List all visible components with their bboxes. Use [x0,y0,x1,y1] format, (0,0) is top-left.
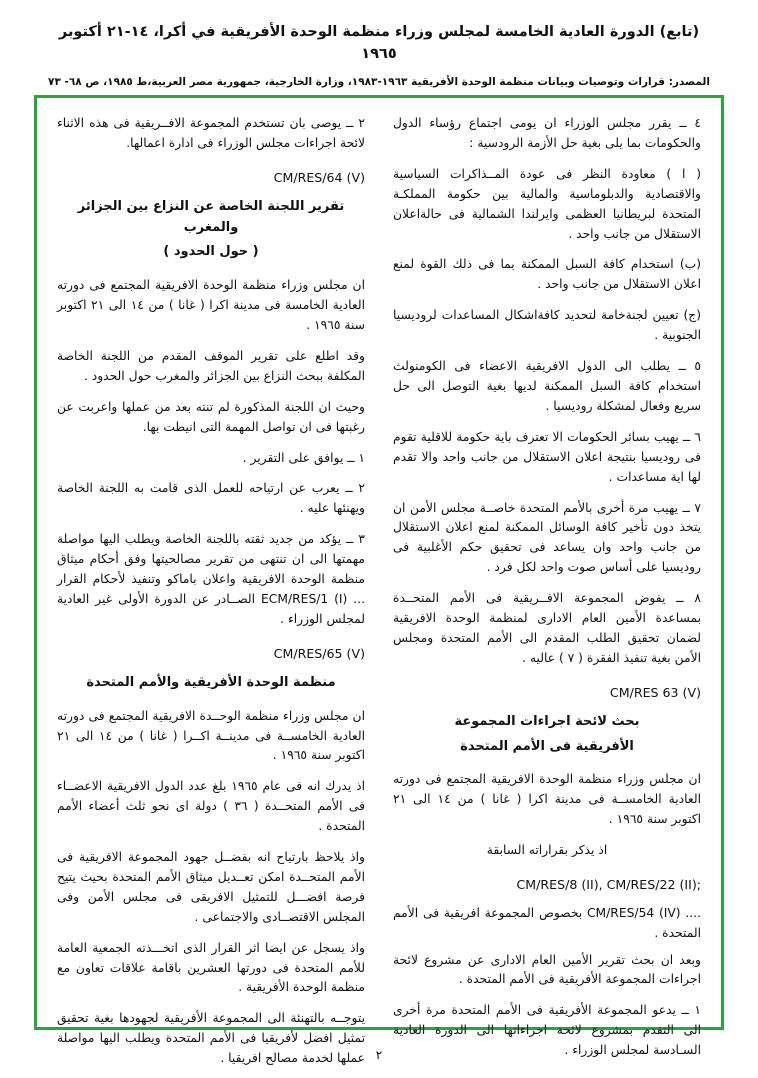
paragraph: وقد اطلع على تقرير الموقف المقدم من اللجنة الخاصة المكلفة ببحث النزاع بين الجزائر والمغرب حول الحدود . [57,348,365,383]
paragraph: ٥ ــ يطلب الى الدول الافريقية الاعضاء فى الكومنولث استخدام كافة السبل الممكنة لديها بغية التوصل الى حل سريع وفعال لمشكلة روديسيا . [393,359,701,413]
paragraph: ٦ ــ يهيب بسائر الحكومات الا تعترف باية حكومة للاقلية تقوم فى روديسيا بنتيجة اعلان الاستقلال من جانب واحد والا تقدم لها اية مساعدات . [393,429,701,484]
paragraph: ١ ــ يدعو المجموعة الأفريقية فى الأمم المتحدة مرة أخرى الى التقدم بمشروع لائحة اجراءاتها الى الدورة العادية السـادسة لمجلس الوزراء . [393,1003,701,1058]
page-number: ٢ [375,1048,383,1062]
reference-codes-line-1: CM/RES/8 (II), CM/RES/22 (II); [516,876,701,892]
paragraph: ٧ ــ يهيب مرة أخرى بالأمم المتحدة خاصــة مجلس الأمن ان يتخذ دون تأخير كافة الوسائل الممكنة لمنع اعلان الاستقلال من جانب واحد وان يساعد فى تحقيق حكم الأغلبية فى روديسيا على أساس صوت واحد لكل فرد . [393,500,701,575]
paragraph: ( ا ) معاودة النظر فى عودة المــذاكرات السياسية والاقتصادية والدبلوماسية والمالية بين حكومة المملكـة المتحدة لبريطانيا العظمى وايرلندا الشمالية فى حالةاعلان الاستقلال من جانب واحد . [393,166,701,241]
page-title: (تابع) الدورة العادية الخامسة لمجلس وزراء منظمة الوحدة الأفريقية في أكرا، ١٤-٢١ أكتوبر ١٩٦٥ [58,24,700,62]
recall-line: اذ يذكر بقراراته السابقة [486,843,608,858]
paragraph: يتوجــه بالتهنئة الى المجموعة الأفريقية لجهودها بغية تحقيق تمثيل افضل لأفريقيا فى الأمم المتحدة ويطلب اليها مواصلة عملها لخدمة مصالح افريقيا . [57,1011,365,1066]
column-right [379,114,701,1058]
paragraph: (ج) تعيين لجنةخامة لتحديد كافةاشكال المساعدات لروديسيا الجنوبية . [393,308,701,343]
section-subtitle: ( حول الحدود ) [163,244,259,260]
paragraph: ٢ ــ يوصى بان تستخدم المجموعة الافــريقية فى هذه الاثناء لائحة اجراءات مجلس الوزراء فى ادارة اعمالها. [57,116,365,150]
reference-code: CM/RES/54 (IV) .... [586,905,701,920]
reference-code: ECM/RES/1 (I) ... [261,591,366,606]
paragraph: اذ يدرك انه فى عام ١٩٦٥ بلغ عدد الدول الافريقية الاعضــاء فى الأمم المتحــدة ( ٣٦ ) دولة اى نحو ثلث أعضاء الأمم المتحدة . [57,779,365,834]
document-header [0,0,758,90]
resolution-code: CM/RES 63 (V) [609,684,701,700]
paragraph: ٨ ــ يفوض المجموعة الافــريقية فى الأمم المتحــدة بمساعدة الأمين العام الادارى لمنظمة الوحدة الافريقية لضمان تحقيق الطلب المقدم الى الأمم المتحدة ومجلس الأمن بغية تنفيذ الفقرة ( ٧ ) عاليه . [393,591,701,665]
paragraph: ٢ ــ يعرب عن ارتياحه للعمل الذى قامت به اللجنة الخاصة ويهنئها عليه . [57,481,365,516]
section-subtitle: تقرير اللجنة الخاصة عن النزاع بين الجزائر والمغرب [77,198,345,235]
two-column-body [37,98,721,1066]
paragraph: وبعد ان بحث تقرير الأمين العام الادارى عن مشروع لائحة اجراءات المجموعة الأفريقية فى الأمم المتحدة . [393,952,701,987]
paragraph: ان مجلس وزراء منظمة الوحدة الافريقية المجتمع فى دورته العادية الخامسة فى مدينة اكرا ( غانا ) من ١٤ الى ٢١ اكتوبر سنة ١٩٦٥ . [57,278,365,333]
resolution-code: CM/RES/65 (V) [273,645,365,661]
paragraph: ان مجلس وزراء منظمة الوحــدة الافريقية المجتمع فى دورته العادية الخامســة فى مدينــة اكــرا ( غانا ) من ١٤ الى ٢١ اكتوبر سنة ١٩٦٥ . [57,708,366,763]
section-subtitle: منظمة الوحدة الأفريقية والأمم المتحدة [86,674,336,690]
content-frame [34,95,724,1066]
section-subtitle: الأفريقية فى الأمم المتحدة [460,738,634,754]
section-subtitle: بحث لائحة اجراءات المجموعة [454,713,640,729]
paragraph: ٤ ــ يقرر مجلس الوزراء ان يومى اجتماع رؤساء الدول والحكومات بما يلى بغية حل الأزمة الرودسية : [393,116,701,150]
paragraph: وحيث ان اللجنة المذكورة لم تنته بعد من عملها واعربت عن رغبتها فى ان تواصل المهمة التى انيطت بها. [57,399,365,434]
column-left [57,114,379,1066]
paragraph-with-code [57,530,365,630]
resolution-code: CM/RES/64 (V) [273,169,365,185]
reference-codes-tail: بخصوص المجموعة افريقية فى الأمم المتحدة . [393,905,701,940]
reference-codes-line-2 [393,904,701,944]
paragraph: (ب) استخدام كافة السبل الممكنة بما فى ذلك القوة لمنع اعلان الاستقلال من جانب واحد . [393,257,701,292]
source-line: المصدر: قرارات وتوصيات وبيانات منظمة الوحدة الأفريقية ١٩٦٣-١٩٨٣، وزارة الخارجية، جمهورية مصر العربية،ط ١٩٨٥، ص ٦٨- ٧٣ [48,75,710,88]
paragraph: واذ يلاحظ بارتياح انه بفضــل جهود المجموعة الافريقية فى الأمم المتحــدة امكن تعــديل ميثاق الأمم المتحدة بحيث يتيح فرصة افضـــل للتمثيل الافريقى فى مجلس الأمن وفى المجلس الاقتصــادى والاجتماعى . [57,850,365,924]
paragraph: ١ ــ يوافق على التقرير . [242,450,365,465]
paragraph-text-post: الصــادر عن الدورة الأولى غير العادية لمجلس الوزراء . [57,591,365,626]
paragraph: ان مجلس وزراء منظمة الوحدة الافريقية المجتمع فى دورته العادية الخامســة فى مدينة اكرا ( غانا ) من ١٤ الى ٢١ اكتوبر سنة ١٩٦٥ . [393,772,701,827]
paragraph-text-pre: ٣ ــ يؤكد من جديد ثقته باللجنة الخاصة ويطلب اليها مواصلة مهمتها الى ان تنتهى من تقرير مصالحيتها وفق أحكام ميثاق منظمة الوحدة الافريقية واعلان باماكو وتنفيذ لأحكام القرار [57,532,365,587]
paragraph: واذ يسجل عن ايضا اثر القرار الذى اتخـــذته الجمعية العامة للأمم المتحدة فى دورتها العشرين باقامة علاقات تعاون مع منظمة الوحدة الأفريقية . [57,940,365,995]
